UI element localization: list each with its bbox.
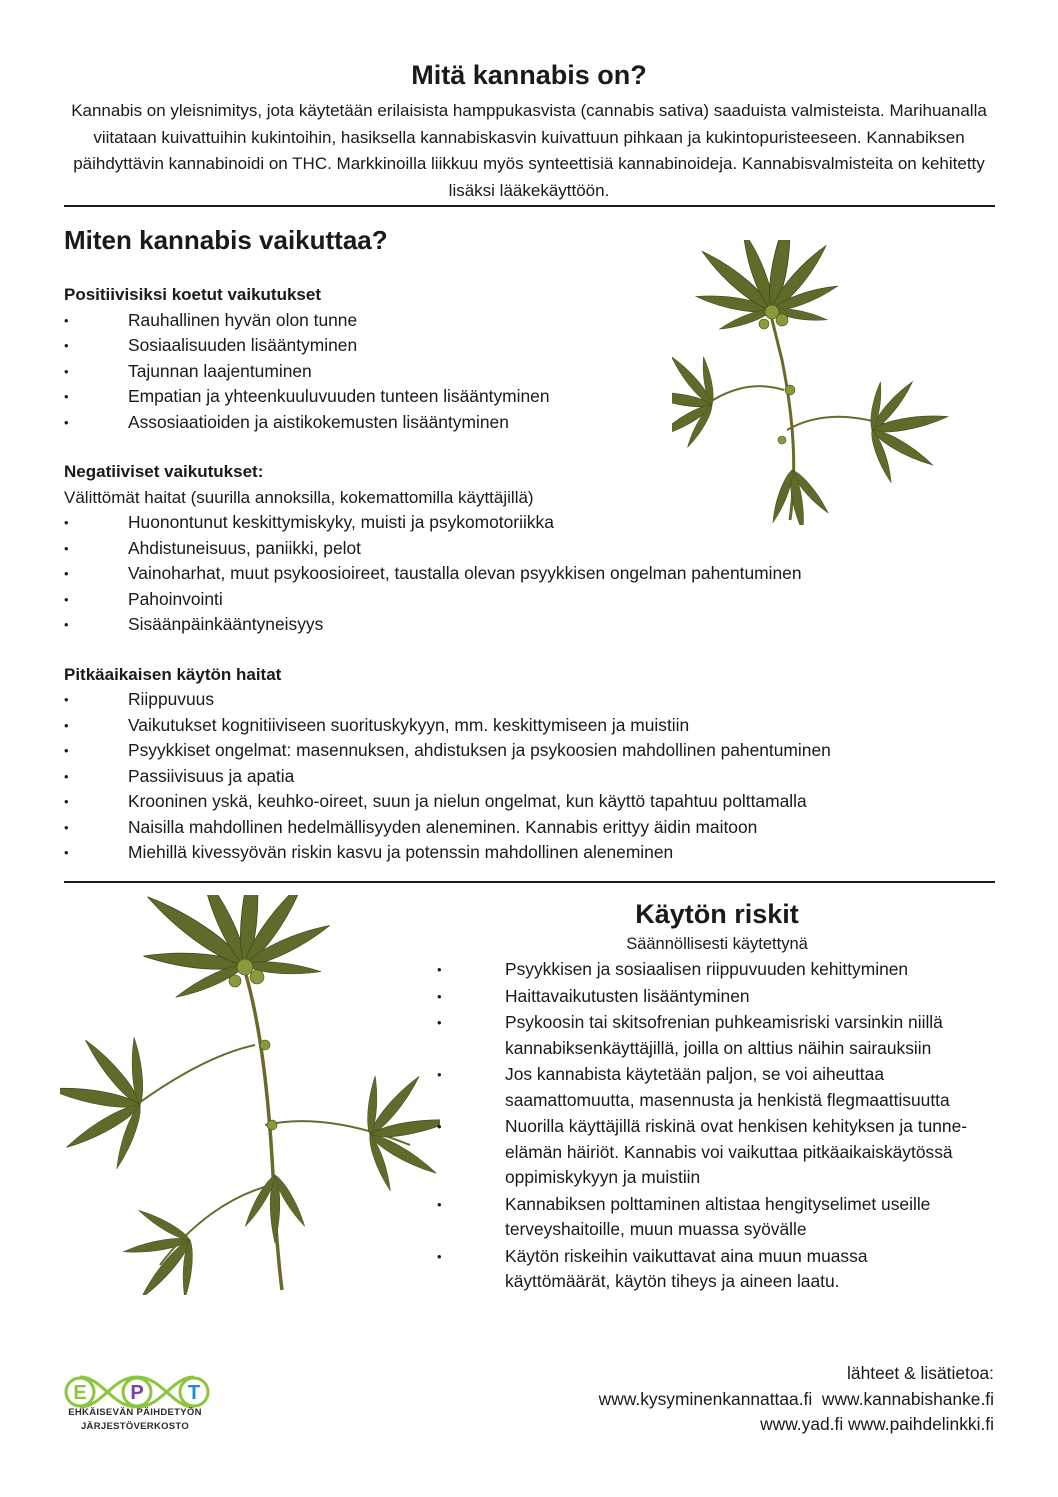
longterm-heading: Pitkäaikaisen käytön haitat — [64, 664, 282, 684]
list-item: • Nuorilla käyttäjillä riskinä ovat henkisen kehityksen ja tunne-elämän häiriöt. Kannabis voi vaikuttaa pitkäaikaiskäytössä oppimiskykyyn ja muistiin — [437, 1114, 977, 1191]
logo-text — [60, 1406, 210, 1434]
cannabis-plant-illustration — [672, 240, 952, 525]
sources-links-1[interactable]: www.kysyminenkannattaa.fi www.kannabishanke.fi — [598, 1388, 994, 1409]
intro-title: Mitä kannabis on? — [411, 60, 647, 90]
list-item: • Passiivisuus ja apatia — [64, 764, 994, 790]
logo-letter-e: E — [73, 1382, 87, 1404]
positive-heading: Positiivisiksi koetut vaikutukset — [64, 285, 321, 304]
sources-label: lähteet & lisätietoa: — [847, 1363, 994, 1383]
risks-title: Käytön riskit — [635, 899, 799, 929]
divider-bottom — [64, 881, 995, 883]
list-item: • Ahdistuneisuus, paniikki, pelot — [64, 536, 994, 562]
list-item: • Jos kannabista käytetään paljon, se voi aiheuttaa saamattomuutta, masennusta ja henkistä flegmaattisuutta — [437, 1062, 977, 1113]
risks-section — [437, 895, 977, 1296]
list-item: • Vaikutukset kognitiiviseen suorituskykyyn, mm. keskittymiseen ja muistiin — [64, 713, 994, 739]
list-item: • Sosiaalisuuden lisääntyminen — [64, 333, 994, 359]
list-item: • Sisäänpäinkääntyneisyys — [64, 612, 994, 638]
intro-text: Kannabis on yleisnimitys, jota käytetään erilaisista hamppukasvista (cannabis sativa) saaduista valmisteista. Marihuanalla viitataan kuivattuihin kukintoihin, hasiksella kannabiskasvin kuivattuun pihkaan ja kukintopuristeeseen. Kannabiksen päihdyttävin kannabinoidi on THC. Markkinoilla liikkuu myös synteettisiä kannabinoideja. Kannabisvalmisteita on kehitetty lisäksi lääkekäyttöön. — [71, 101, 987, 200]
risks-subtitle: Säännöllisesti käytettynä — [626, 935, 808, 953]
list-item: • Psyykkiset ongelmat: masennuksen, ahdistuksen ja psykoosien mahdollinen pahentuminen — [64, 738, 994, 764]
list-item: • Tajunnan laajentuminen — [64, 359, 994, 385]
list-item: • Krooninen yskä, keuhko-oireet, suun ja nielun ongelmat, kun käyttö tapahtuu polttamalla — [64, 789, 994, 815]
divider-top — [64, 205, 995, 207]
intro-section — [64, 58, 994, 204]
longterm-list — [64, 687, 994, 866]
cannabis-plant-illustration — [60, 895, 440, 1295]
list-item: • Huonontunut keskittymiskyky, muisti ja psykomotoriikka — [64, 510, 994, 536]
list-item: • Psykoosin tai skitsofrenian puhkeamisriski varsinkin niillä kannabiksenkäyttäjillä, joilla on alttius näihin sairauksiin — [437, 1010, 977, 1061]
list-item: • Empatian ja yhteenkuuluvuuden tunteen lisääntyminen — [64, 384, 994, 410]
longterm-effects — [64, 662, 994, 866]
sources-links-2[interactable]: www.yad.fi www.paihdelinkki.fi — [760, 1414, 994, 1434]
list-item: • Naisilla mahdollinen hedelmällisyyden aleneminen. Kannabis erittyy äidin maitoon — [64, 815, 994, 841]
logo-letter-t: T — [187, 1382, 201, 1404]
list-item: • Pahoinvointi — [64, 587, 994, 613]
negative-list — [64, 510, 994, 638]
list-item: • Haittavaikutusten lisääntyminen — [437, 984, 977, 1010]
negative-subheading: Välittömät haitat (suurilla annoksilla, kokemattomilla käyttäjillä) — [64, 487, 534, 507]
list-item: • Assosiaatioiden ja aistikokemusten lisääntyminen — [64, 410, 994, 436]
list-item: • Kannabiksen polttaminen altistaa hengityselimet useille terveyshaitoille, muun muassa syövälle — [437, 1192, 977, 1243]
list-item: • Vainoharhat, muut psykoosioireet, taustalla olevan psyykkisen ongelman pahentuminen — [64, 561, 994, 587]
risks-list — [437, 957, 977, 1295]
logo-letter-p: P — [130, 1382, 144, 1404]
list-item: • Psyykkisen ja sosiaalisen riippuvuuden kehittyminen — [437, 957, 977, 983]
list-item: • Käytön riskeihin vaikuttavat aina muun muassa käyttömäärät, käytön tiheys ja aineen laatu. — [437, 1244, 977, 1295]
list-item: • Rauhallinen hyvän olon tunne — [64, 308, 994, 334]
negative-heading: Negatiiviset vaikutukset: — [64, 462, 264, 481]
logo-line2: JÄRJESTÖVERKOSTO — [80, 1421, 190, 1432]
list-item: • Miehillä kivessyövän riskin kasvu ja potenssin mahdollinen aleneminen — [64, 840, 994, 866]
sources-block — [599, 1361, 994, 1438]
list-item: • Riippuvuus — [64, 687, 994, 713]
logo-line1: EHKÄISEVÄN PÄIHDETYÖN — [68, 1407, 202, 1418]
effects-title: Miten kannabis vaikuttaa? — [64, 225, 388, 255]
